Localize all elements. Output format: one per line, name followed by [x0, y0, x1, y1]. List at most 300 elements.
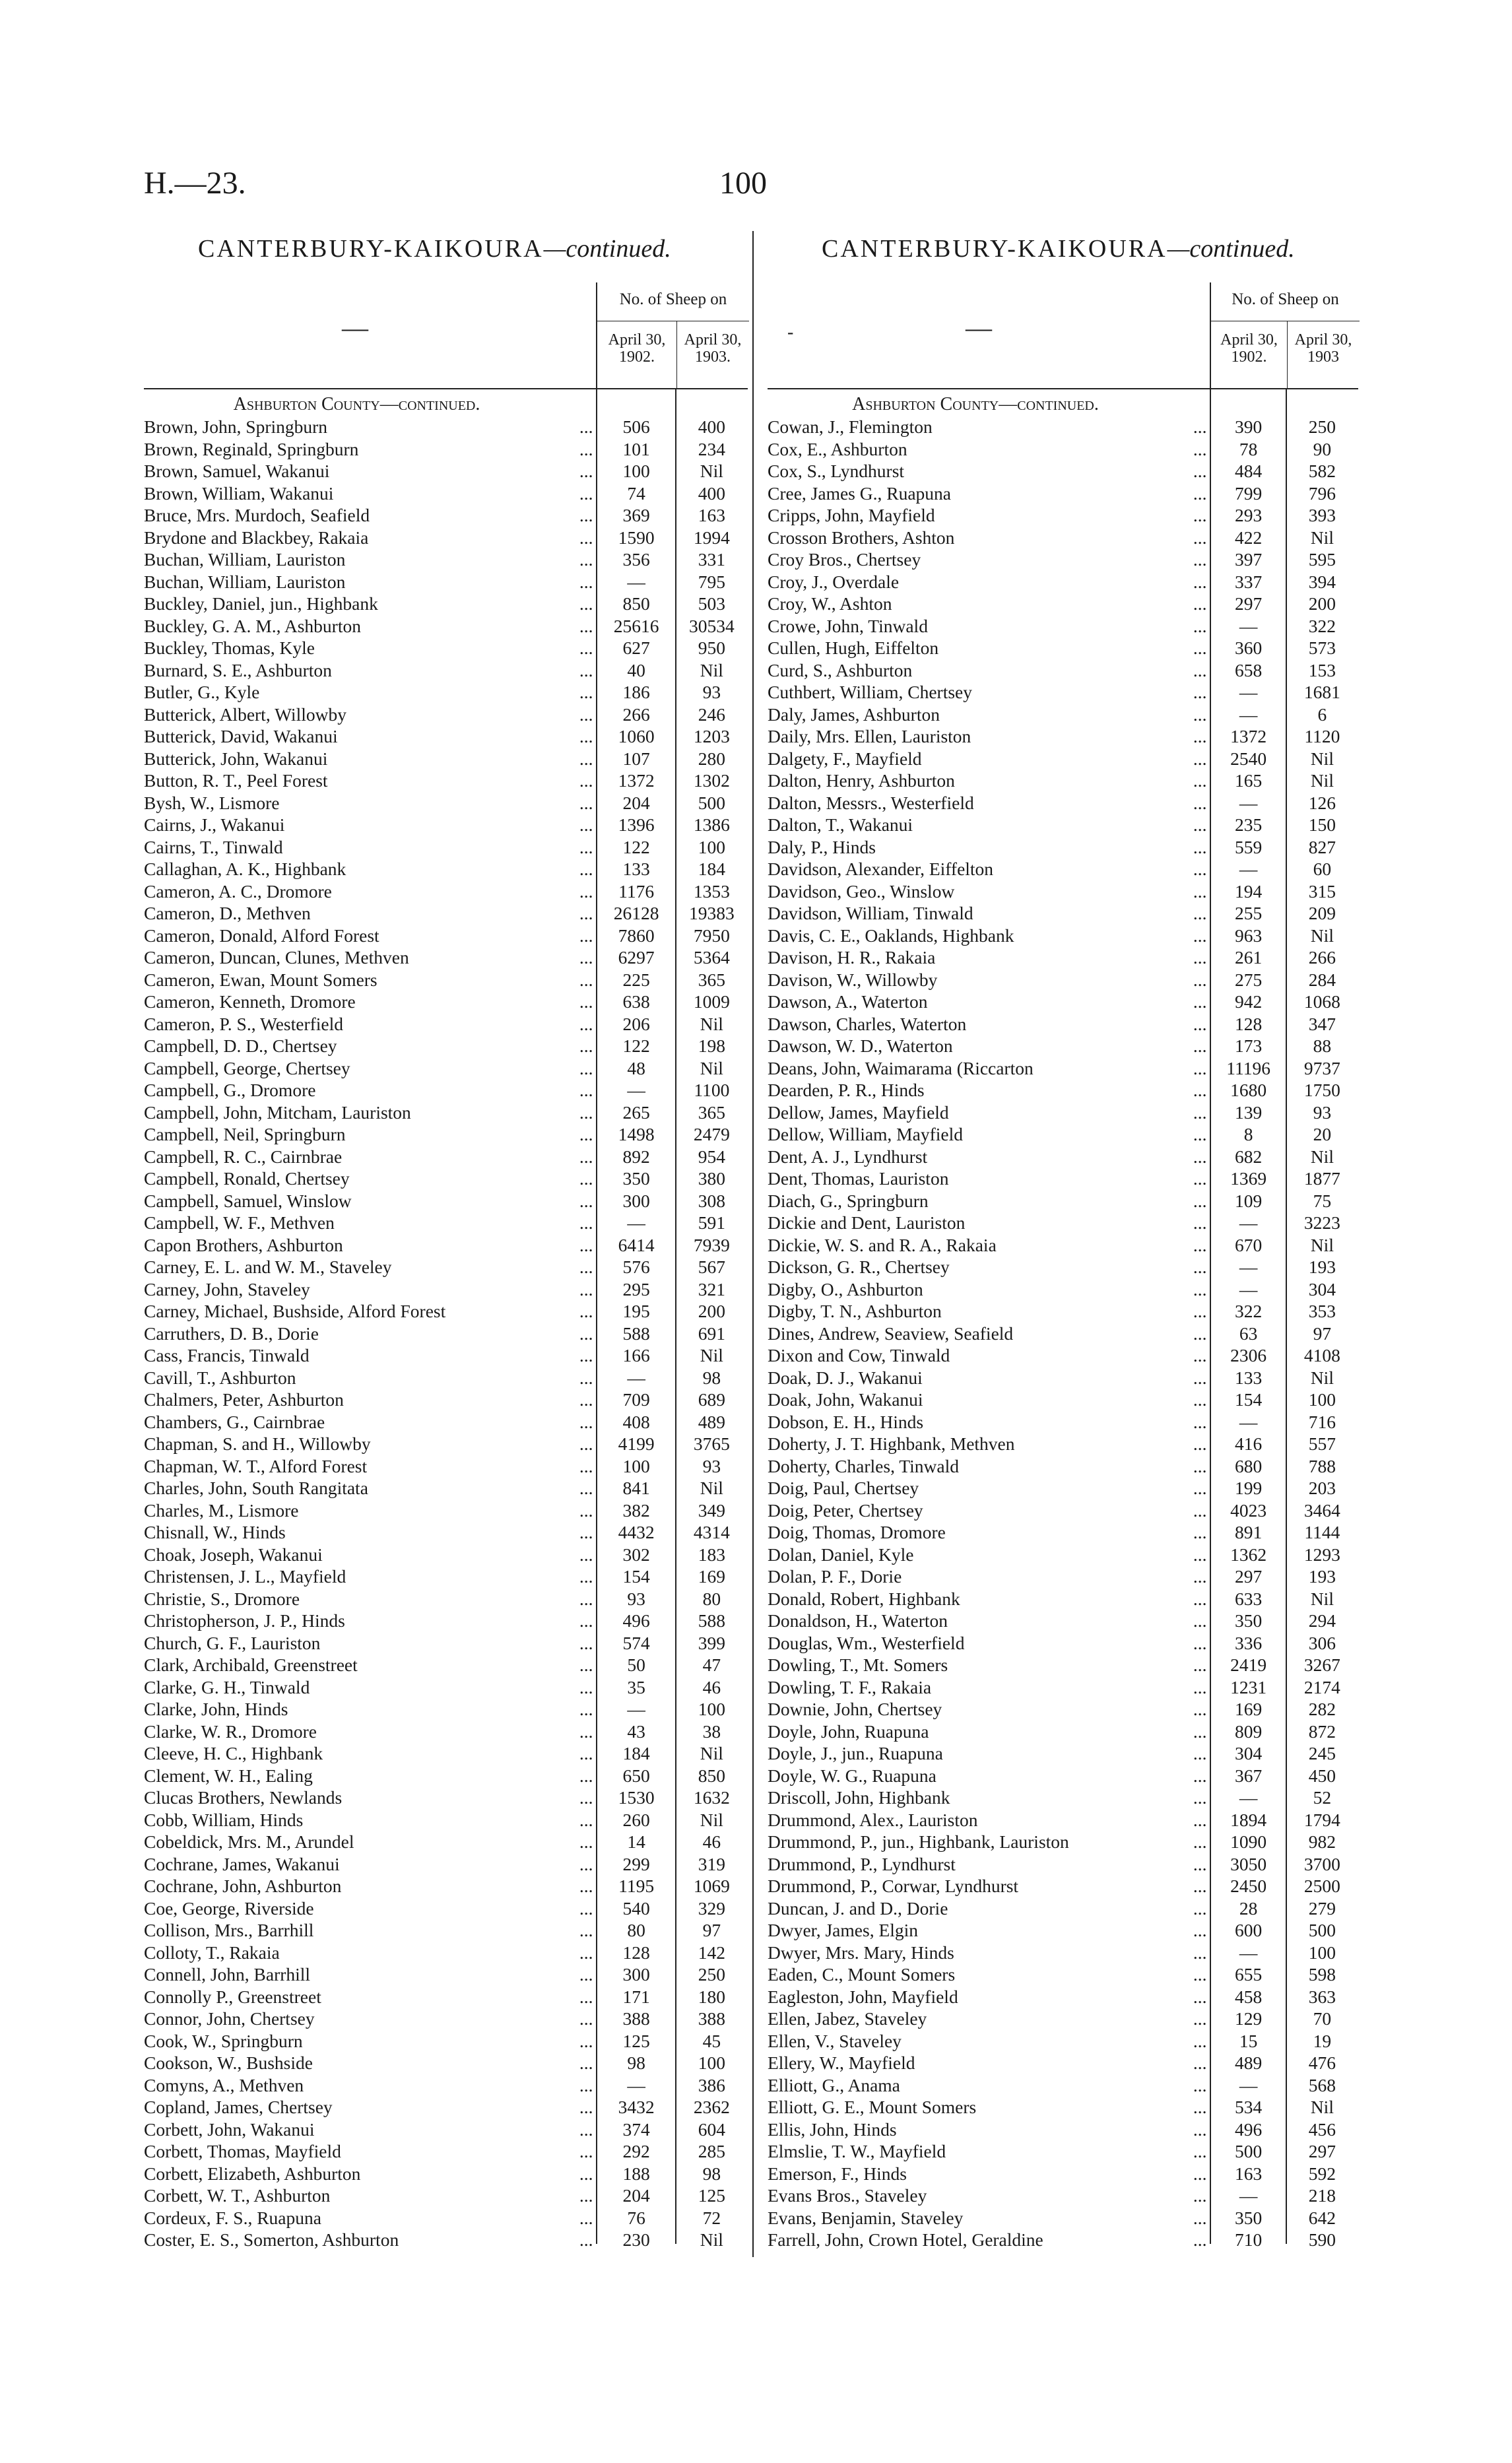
leader-dots: ...: [1193, 1676, 1207, 1697]
holder-name: Cordeux, F. S., Ruapuna: [144, 2207, 321, 2228]
sheep-1903: 365: [698, 1101, 725, 1123]
leader-dots: ...: [579, 1389, 593, 1410]
sheep-1902: 206: [622, 1013, 650, 1034]
holder-name: Donald, Robert, Highbank: [768, 1588, 960, 1609]
table-row: [768, 1942, 1358, 1964]
sheep-1903: 150: [1308, 814, 1336, 835]
april-1903-header: April 30, 1903.: [684, 331, 742, 366]
table-row: [144, 2140, 748, 2163]
table-row: [768, 1765, 1358, 1787]
leader-dots: ...: [579, 438, 593, 459]
leader-dots: ...: [1193, 1566, 1207, 1587]
leader-dots: ...: [1193, 1588, 1207, 1609]
header-dash: —: [342, 313, 368, 343]
leader-dots: ...: [579, 969, 593, 990]
leader-dots: ...: [579, 1478, 593, 1498]
holder-name: Buchan, William, Lauriston: [144, 549, 346, 570]
sheep-1903: 400: [698, 416, 725, 437]
sheep-1902: —: [1239, 1411, 1258, 1432]
leader-dots: ...: [1193, 2030, 1207, 2051]
sheep-1902: 388: [622, 2008, 650, 2029]
right-rows: [768, 416, 1358, 2251]
table-row: [768, 1654, 1358, 1676]
leader-dots: ...: [579, 814, 593, 835]
sheep-1902: 1530: [618, 1787, 655, 1808]
sheep-1902: 1195: [618, 1876, 655, 1896]
sheep-1903: 796: [1308, 482, 1336, 504]
sheep-1903: 306: [1308, 1632, 1336, 1653]
sheep-1902: 489: [1235, 2052, 1263, 2073]
leader-dots: ...: [1193, 792, 1207, 813]
sheep-1902: 204: [622, 792, 650, 813]
leader-dots: ...: [579, 461, 593, 481]
holder-name: Clarke, G. H., Tinwald: [144, 1676, 310, 1697]
table-row: [144, 1831, 748, 1853]
sheep-1902: —: [1239, 615, 1258, 636]
sheep-1902: 1680: [1230, 1080, 1267, 1100]
table-row: [144, 1875, 748, 1897]
leader-dots: ...: [579, 2008, 593, 2029]
table-row: [144, 1986, 748, 2008]
leader-dots: ...: [1193, 1146, 1207, 1167]
sheep-1903: 642: [1308, 2207, 1336, 2228]
sheep-1903: 1794: [1303, 1809, 1340, 1830]
sheep-1903: 46: [702, 1676, 721, 1697]
sheep-1902: 265: [622, 1101, 650, 1123]
holder-name: Connell, John, Barrhill: [144, 1964, 311, 1985]
sheep-1903: 500: [698, 792, 725, 813]
sheep-1902: 129: [1235, 2008, 1263, 2029]
sheep-1902: 204: [622, 2185, 650, 2206]
holder-name: Dalton, Messrs., Westerfield: [768, 792, 974, 813]
leader-dots: ...: [579, 1411, 593, 1432]
holder-name: Doyle, W. G., Ruapuna: [768, 1765, 937, 1786]
table-row: [768, 1123, 1358, 1146]
sheep-1902: 337: [1235, 571, 1263, 592]
sheep-1903: 284: [1308, 969, 1336, 990]
sheep-1902: 658: [1235, 659, 1263, 680]
holder-name: Curd, S., Ashburton: [768, 659, 913, 680]
leader-dots: ...: [579, 1301, 593, 1321]
leader-dots: ...: [579, 1699, 593, 1719]
leader-dots: ...: [579, 416, 593, 437]
sheep-1902: 500: [1235, 2141, 1263, 2161]
sheep-1902: 107: [622, 748, 650, 769]
sheep-1902: 133: [1235, 1367, 1263, 1388]
sheep-1902: 255: [1235, 903, 1263, 923]
sheep-1903: 93: [1313, 1101, 1332, 1123]
sheep-1903: 450: [1308, 1765, 1336, 1786]
table-row: [768, 1212, 1358, 1234]
holder-name: Elliott, G., Anama: [768, 2074, 900, 2095]
leader-dots: ...: [579, 2207, 593, 2228]
table-row: [144, 1809, 748, 1831]
holder-name: Cameron, A. C., Dromore: [144, 880, 332, 902]
table-row: [768, 1897, 1358, 1920]
sheep-1902: 1396: [618, 814, 655, 835]
holder-name: Connolly P., Greenstreet: [144, 1986, 321, 2007]
leader-dots: ...: [579, 2163, 593, 2184]
leader-dots: ...: [579, 1057, 593, 1078]
leader-dots: ...: [579, 925, 593, 946]
holder-name: Christie, S., Dromore: [144, 1588, 300, 1609]
table-row: [144, 1411, 748, 1433]
sheep-1903: 400: [698, 482, 725, 504]
leader-dots: ...: [579, 1455, 593, 1476]
sheep-1902: —: [1239, 1278, 1258, 1299]
leader-dots: ...: [1193, 925, 1207, 946]
leader-dots: ...: [1193, 659, 1207, 680]
sheep-1903: 30534: [688, 615, 735, 636]
table-row: [144, 1654, 748, 1676]
holder-name: Doak, D. J., Wakanui: [768, 1367, 923, 1388]
sheep-1903: 347: [1308, 1013, 1336, 1034]
leader-dots: ...: [579, 1676, 593, 1697]
leader-dots: ...: [579, 2118, 593, 2140]
sheep-1903: Nil: [700, 1013, 723, 1034]
sheep-1902: 171: [622, 1986, 650, 2007]
holder-name: Buckley, G. A. M., Ashburton: [144, 615, 361, 636]
holder-name: Ellen, Jabez, Staveley: [768, 2008, 927, 2029]
table-row: [768, 836, 1358, 859]
sheep-1903: 52: [1313, 1787, 1332, 1808]
sheep-1903: 90: [1313, 438, 1332, 459]
holder-name: Dalton, T., Wakanui: [768, 814, 913, 835]
sheep-1902: 50: [627, 1655, 645, 1675]
sheep-1902: 3432: [618, 2097, 655, 2117]
holder-name: Carruthers, D. B., Dorie: [144, 1323, 319, 1344]
table-row: [768, 1632, 1358, 1655]
table-row: [144, 725, 748, 748]
holder-name: Dellow, William, Mayfield: [768, 1124, 963, 1144]
table-row: [768, 1963, 1358, 1986]
sheep-1903: 3223: [1303, 1212, 1340, 1233]
leader-dots: ...: [1193, 1212, 1207, 1233]
leader-dots: ...: [1193, 2074, 1207, 2095]
leader-dots: ...: [579, 903, 593, 923]
sheep-1903: 1302: [693, 770, 730, 791]
table-row: [144, 615, 748, 638]
table-row: [144, 1897, 748, 1920]
sheep-1902: 80: [627, 1920, 645, 1940]
table-row: [768, 438, 1358, 461]
sheep-1903: 1681: [1303, 682, 1340, 702]
sheep-1903: 388: [698, 2008, 725, 2029]
holder-name: Digby, T. N., Ashburton: [768, 1301, 942, 1321]
sheep-1902: 184: [622, 1743, 650, 1763]
table-row: [144, 1963, 748, 1986]
holder-name: Dearden, P. R., Hinds: [768, 1080, 925, 1100]
sheep-1902: 1369: [1230, 1168, 1267, 1189]
holder-name: Carney, E. L. and W. M., Staveley: [144, 1257, 392, 1277]
sheep-1902: 576: [622, 1257, 650, 1277]
sheep-1903: 100: [1308, 1942, 1336, 1963]
table-row: [768, 1344, 1358, 1367]
table-row: [144, 438, 748, 461]
table-row: [768, 1323, 1358, 1345]
table-row: [144, 1521, 748, 1544]
leader-dots: ...: [579, 726, 593, 746]
sheep-1903: 331: [698, 549, 725, 570]
leader-dots: ...: [1193, 1411, 1207, 1432]
leader-dots: ...: [1193, 1699, 1207, 1719]
holder-name: Cameron, Duncan, Clunes, Methven: [144, 947, 409, 968]
holder-name: Dawson, W. D., Waterton: [768, 1035, 953, 1056]
leader-dots: ...: [579, 549, 593, 570]
holder-name: Brown, Reginald, Springburn: [144, 438, 359, 459]
sheep-1903: 45: [702, 2030, 721, 2051]
sheep-1903: Nil: [1310, 527, 1334, 548]
holder-name: Elmslie, T. W., Mayfield: [768, 2141, 946, 2161]
table-row: [768, 2074, 1358, 2097]
sheep-1903: Nil: [700, 1345, 723, 1365]
table-row: [768, 659, 1358, 682]
sheep-1903: 315: [1308, 880, 1336, 902]
leader-dots: ...: [1193, 1080, 1207, 1100]
table-row: [144, 925, 748, 947]
sheep-1902: 43: [627, 1721, 645, 1742]
holder-name: Bysh, W., Lismore: [144, 792, 280, 813]
leader-dots: ...: [579, 1544, 593, 1565]
holder-name: Cobb, William, Hinds: [144, 1809, 304, 1830]
sheep-1902: 350: [622, 1168, 650, 1189]
holder-name: Dolan, Daniel, Kyle: [768, 1544, 914, 1565]
sheep-1902: 367: [1235, 1765, 1263, 1786]
holder-name: Callaghan, A. K., Highbank: [144, 859, 346, 879]
table-row: [144, 770, 748, 792]
leader-dots: ...: [1193, 1124, 1207, 1144]
table-row: [144, 571, 748, 593]
sheep-1903: 1386: [693, 814, 730, 835]
leader-dots: ...: [579, 571, 593, 592]
holder-name: Corbett, Thomas, Mayfield: [144, 2141, 341, 2161]
table-row: [144, 1234, 748, 1257]
sheep-1902: 166: [622, 1345, 650, 1365]
leader-dots: ...: [1193, 438, 1207, 459]
leader-dots: ...: [1193, 1057, 1207, 1078]
sheep-count-label: No. of Sheep on: [1232, 290, 1339, 308]
sheep-1903: 2479: [693, 1124, 730, 1144]
left-panel: [144, 276, 748, 2251]
table-row: [768, 2118, 1358, 2141]
sheep-1903: 304: [1308, 1278, 1336, 1299]
table-row: [144, 748, 748, 770]
holder-name: Dalton, Henry, Ashburton: [768, 770, 955, 791]
table-row: [144, 416, 748, 438]
holder-name: Eaden, C., Mount Somers: [768, 1964, 956, 1985]
sheep-1902: 1590: [618, 527, 655, 548]
leader-dots: ...: [579, 1101, 593, 1123]
sheep-1903: 954: [698, 1146, 725, 1167]
leader-dots: ...: [1193, 1721, 1207, 1742]
leader-dots: ...: [579, 1345, 593, 1365]
holder-name: Campbell, D. D., Chertsey: [144, 1035, 337, 1056]
leader-dots: ...: [1193, 991, 1207, 1012]
holder-name: Christensen, J. L., Mayfield: [144, 1566, 346, 1587]
table-row: [144, 946, 748, 969]
leader-dots: ...: [1193, 1876, 1207, 1896]
leader-dots: ...: [1193, 1986, 1207, 2007]
table-row: [144, 1455, 748, 1478]
table-row: [144, 1787, 748, 1809]
leader-dots: ...: [1193, 1234, 1207, 1255]
leader-dots: ...: [1193, 1101, 1207, 1123]
leader-dots: ...: [1193, 461, 1207, 481]
leader-dots: ...: [1193, 1787, 1207, 1808]
holder-name: Clarke, W. R., Dromore: [144, 1721, 317, 1742]
sheep-1903: 1069: [693, 1876, 730, 1896]
sheep-1903: 308: [698, 1190, 725, 1211]
table-row: [768, 1742, 1358, 1765]
sheep-1902: 496: [1235, 2118, 1263, 2140]
sheep-1902: 3050: [1230, 1853, 1267, 1874]
leader-dots: ...: [1193, 1544, 1207, 1565]
table-row: [144, 681, 748, 704]
holder-name: Dixon and Cow, Tinwald: [768, 1345, 950, 1365]
leader-dots: ...: [579, 1920, 593, 1940]
sheep-1903: 75: [1313, 1190, 1332, 1211]
holder-name: Dwyer, James, Elgin: [768, 1920, 919, 1940]
leader-dots: ...: [579, 1610, 593, 1631]
sheep-1903: 97: [702, 1920, 721, 1940]
holder-name: Dines, Andrew, Seaview, Seafield: [768, 1323, 1014, 1344]
sheep-1903: 9737: [1303, 1057, 1340, 1078]
sheep-1902: 322: [1235, 1301, 1263, 1321]
sheep-1902: 76: [627, 2207, 645, 2228]
leader-dots: ...: [579, 1367, 593, 1388]
table-row: [144, 1367, 748, 1389]
holder-name: Charles, M., Lismore: [144, 1499, 299, 1521]
leader-dots: ...: [1193, 416, 1207, 437]
leader-dots: ...: [579, 880, 593, 902]
table-row: [768, 1721, 1358, 1743]
sheep-1903: 3267: [1303, 1655, 1340, 1675]
sheep-1902: 14: [627, 1831, 645, 1852]
table-row: [144, 1742, 748, 1765]
holder-name: Campbell, Neil, Springburn: [144, 1124, 346, 1144]
table-row: [768, 902, 1358, 925]
holder-name: Daily, Mrs. Ellen, Lauriston: [768, 726, 971, 746]
holder-name: Carney, Michael, Bushside, Alford Forest: [144, 1301, 446, 1321]
holder-name: Coster, E. S., Somerton, Ashburton: [144, 2229, 399, 2250]
holder-name: Dolan, P. F., Dorie: [768, 1566, 902, 1587]
leader-dots: ...: [579, 859, 593, 879]
table-row: [144, 2118, 748, 2141]
holder-name: Doig, Peter, Chertsey: [768, 1499, 923, 1521]
holder-name: Dent, Thomas, Lauriston: [768, 1168, 949, 1189]
sheep-1903: 125: [698, 2185, 725, 2206]
sheep-1902: —: [1239, 1257, 1258, 1277]
sheep-1902: 360: [1235, 638, 1263, 658]
holder-name: Buckley, Daniel, jun., Highbank: [144, 593, 378, 614]
holder-name: Deans, John, Waimarama (Riccarton: [768, 1057, 1034, 1078]
sheep-1902: 154: [1235, 1389, 1263, 1410]
sheep-1903: Nil: [1310, 925, 1334, 946]
sheep-1902: 6414: [618, 1234, 655, 1255]
table-row: [144, 1101, 748, 1124]
holder-name: Burnard, S. E., Ashburton: [144, 659, 332, 680]
table-row: [144, 1057, 748, 1080]
leader-dots: ...: [579, 1632, 593, 1653]
sheep-1903: 1353: [693, 880, 730, 902]
sheep-1902: 709: [622, 1389, 650, 1410]
sheep-1903: 591: [698, 1212, 725, 1233]
leader-dots: ...: [1193, 1013, 1207, 1034]
leader-dots: ...: [579, 1234, 593, 1255]
holder-name: Buchan, William, Lauriston: [144, 571, 346, 592]
sheep-1902: 261: [1235, 947, 1263, 968]
table-row: [144, 2096, 748, 2118]
leader-dots: ...: [1193, 1499, 1207, 1521]
leader-dots: ...: [579, 1278, 593, 1299]
holder-name: Evans, Benjamin, Staveley: [768, 2207, 964, 2228]
table-row: [768, 1101, 1358, 1124]
leader-dots: ...: [579, 836, 593, 857]
table-row: [144, 2074, 748, 2097]
leader-dots: ...: [1193, 1809, 1207, 1830]
sheep-1902: 48: [627, 1057, 645, 1078]
sheep-1902: 458: [1235, 1986, 1263, 2007]
leader-dots: ...: [1193, 969, 1207, 990]
holder-name: Chapman, W. T., Alford Forest: [144, 1455, 368, 1476]
holder-name: Carney, John, Staveley: [144, 1278, 310, 1299]
table-row: [144, 902, 748, 925]
sheep-1903: 567: [698, 1257, 725, 1277]
leader-dots: ...: [579, 770, 593, 791]
leader-dots: ...: [579, 1853, 593, 1874]
sheep-1903: 353: [1308, 1301, 1336, 1321]
sheep-1903: 180: [698, 1986, 725, 2007]
leader-dots: ...: [1193, 2097, 1207, 2117]
sheep-1902: 2306: [1230, 1345, 1267, 1365]
sheep-1903: 97: [1313, 1323, 1332, 1344]
holder-name: Christopherson, J. P., Hinds: [144, 1610, 345, 1631]
table-row: [768, 748, 1358, 770]
leader-dots: ...: [1193, 1455, 1207, 1476]
table-row: [768, 1411, 1358, 1433]
holder-name: Doherty, J. T. Highbank, Methven: [768, 1433, 1015, 1454]
table-row: [144, 2163, 748, 2185]
holder-name: Charles, John, South Rangitata: [144, 1478, 368, 1498]
leader-dots: ...: [579, 2229, 593, 2250]
leader-dots: ...: [579, 947, 593, 968]
sheep-1902: 63: [1239, 1323, 1258, 1344]
leader-dots: ...: [579, 659, 593, 680]
holder-name: Dobson, E. H., Hinds: [768, 1411, 924, 1432]
sheep-1903: 184: [698, 859, 725, 879]
sheep-1903: 827: [1308, 836, 1336, 857]
holder-name: Donaldson, H., Waterton: [768, 1610, 948, 1631]
sheep-1903: 592: [1308, 2163, 1336, 2184]
holder-name: Chisnall, W., Hinds: [144, 1522, 286, 1542]
table-row: [144, 1146, 748, 1168]
holder-name: Crosson Brothers, Ashton: [768, 527, 955, 548]
sheep-1902: 382: [622, 1499, 650, 1521]
sheep-1903: 218: [1308, 2185, 1336, 2206]
table-row: [768, 1986, 1358, 2008]
holder-name: Doak, John, Wakanui: [768, 1389, 923, 1410]
sheep-1902: 484: [1235, 461, 1263, 481]
holder-name: Coe, George, Riverside: [144, 1897, 314, 1919]
table-row: [768, 1057, 1358, 1080]
leader-dots: ...: [1193, 1743, 1207, 1763]
holder-name: Campbell, Ronald, Chertsey: [144, 1168, 350, 1189]
table-row: [144, 1942, 748, 1964]
table-row: [768, 1676, 1358, 1699]
table-row: [144, 1588, 748, 1610]
sheep-1902: 350: [1235, 2207, 1263, 2228]
holder-name: Cameron, D., Methven: [144, 903, 311, 923]
